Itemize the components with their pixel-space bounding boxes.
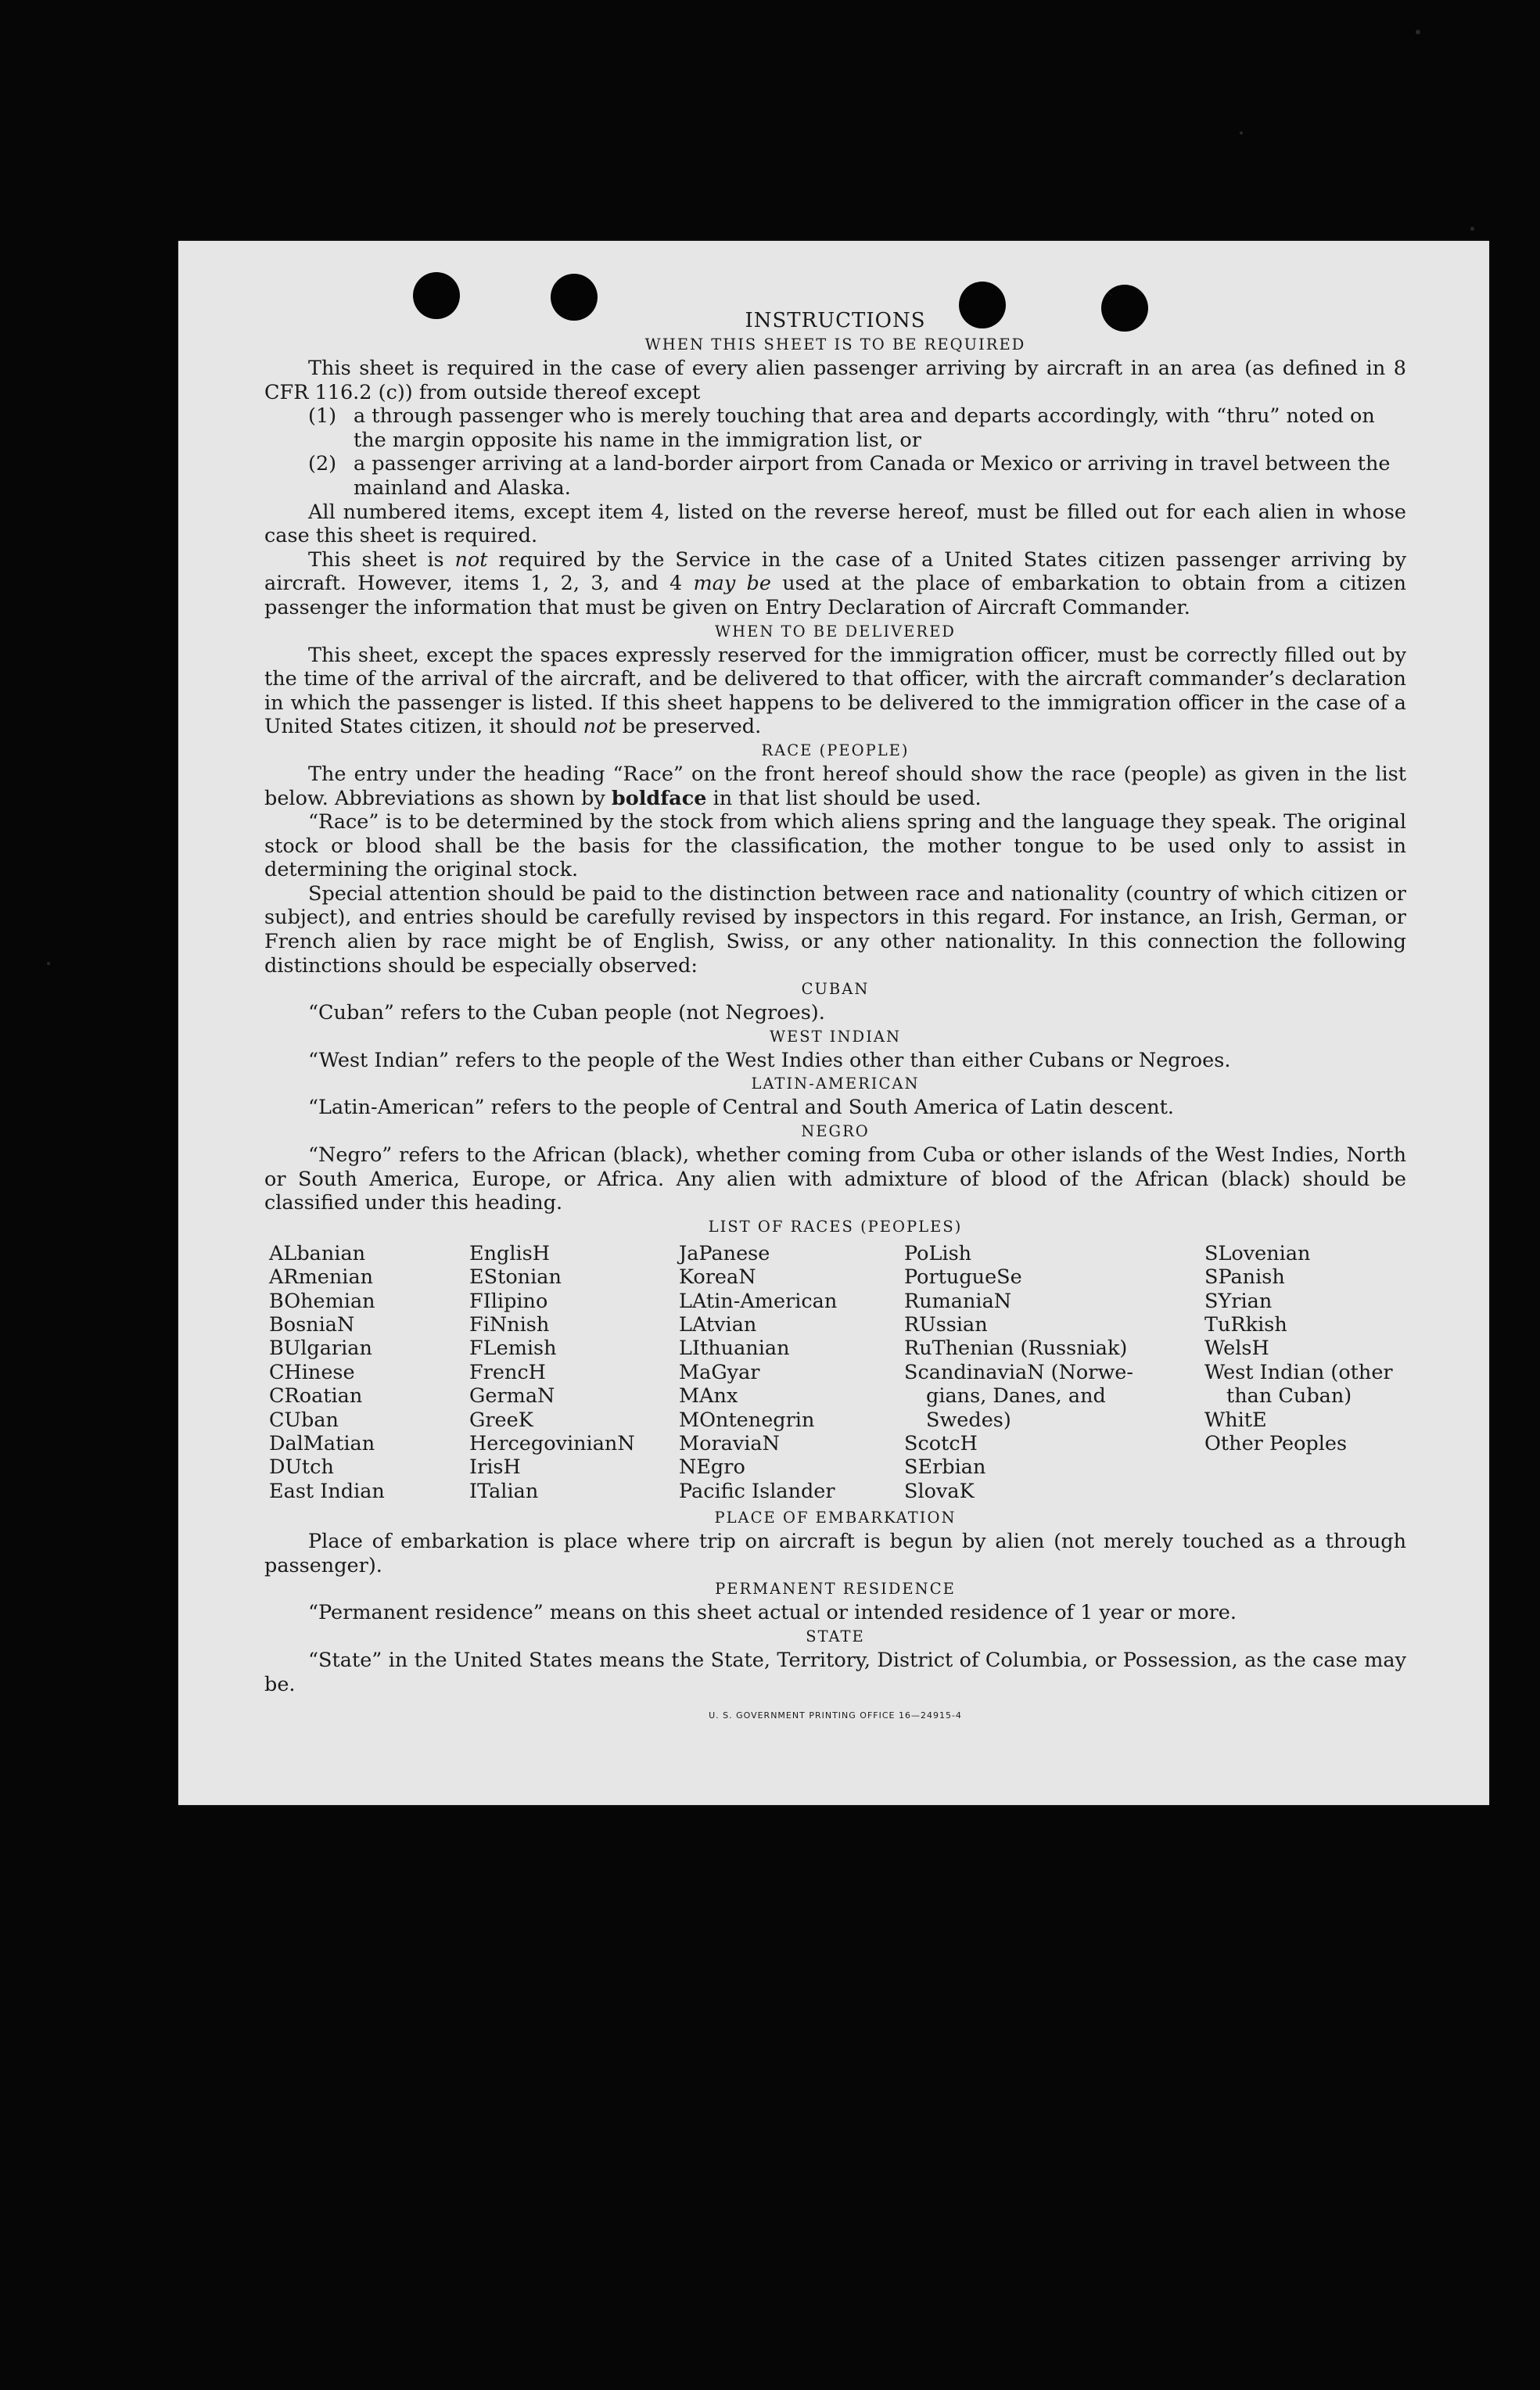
race-entry: BUlgarian [269, 1337, 372, 1361]
film-speck [1416, 30, 1420, 34]
race-entry: BOhemian [269, 1289, 375, 1313]
text-run: The entry under the heading “Race” on the front hereof should show the race (people) as given in the list below. Abbreviations as shown by [264, 762, 1406, 810]
race-entry: SYrian [1204, 1289, 1273, 1313]
heading-when-required: WHEN THIS SHEET IS TO BE REQUIRED [644, 336, 1026, 353]
race-entry: CUban [269, 1408, 339, 1432]
races-column-1 [269, 1242, 469, 1503]
race-entry: EnglisH [469, 1241, 550, 1265]
latin-american-definition: “Latin-American” refers to the people of Central and South America of Latin descent. [308, 1096, 1175, 1120]
document-body [264, 303, 1406, 1728]
embarkation-definition: Place of embarkation is place where trip on aircraft is begun by alien (not merely touched as a through passenger). [264, 1530, 1406, 1577]
text-run: required by the Service in the case of a United States citizen passenger arriving by aircraft. However, items 1, 2, 3, and 4 [264, 547, 1407, 596]
races-column-2 [469, 1242, 679, 1503]
emphasis-not: not [454, 547, 488, 572]
race-entry: CRoatian [269, 1384, 363, 1409]
races-list [269, 1242, 1406, 1503]
race-entry: MoraviaN [679, 1432, 780, 1456]
item-text: a through passenger who is merely touching that area and departs accordingly, with “thru” noted on the margin opposite his name in the immigration list, or [354, 404, 1375, 452]
exception-item-2 [264, 452, 1406, 500]
emphasis-boldface: boldface [611, 786, 707, 810]
race-entry: LIthuanian [679, 1337, 790, 1361]
exception-item-1 [264, 404, 1406, 452]
text-run: This sheet is [308, 547, 455, 572]
document-title: INSTRUCTIONS [745, 309, 926, 332]
citizen-paragraph [264, 548, 1406, 620]
race-entry: IrisH [469, 1455, 521, 1480]
negro-definition: “Negro” refers to the African (black), whether coming from Cuba or other islands of the West Indies, North or South America, Europe, or Africa. Any alien with admixture of blood of the African (black) should be classified under this heading. [264, 1143, 1406, 1215]
race-entry: ITalian [469, 1479, 539, 1503]
heading-race: RACE (PEOPLE) [761, 741, 910, 759]
text-run: in that list should be used. [706, 786, 982, 810]
race-entry: RUssian [904, 1313, 988, 1337]
race-entry: SPanish [1204, 1265, 1285, 1290]
required-intro: This sheet is required in the case of every alien passenger arriving by aircraft in an area (as defined in 8 CFR 116.2 (c)) from outside thereof except [264, 357, 1406, 404]
race-entry: TuRkish [1204, 1313, 1287, 1337]
race-paragraph-2: “Race” is to be determined by the stock from which aliens spring and the language they speak. The original stock or blood shall be the basis for the classification, the mother tongue to be used only to assist in determining the original stock. [264, 810, 1406, 882]
race-entry: CHinese [269, 1360, 355, 1384]
race-entry: LAtvian [679, 1313, 757, 1337]
race-entry: East Indian [269, 1479, 385, 1503]
emphasis-not: not [583, 715, 616, 739]
race-entry: GermaN [469, 1384, 555, 1409]
instruction-sheet [178, 241, 1489, 1805]
race-paragraph-1 [264, 763, 1406, 810]
race-entry: ScandinaviaN (Norwe- [904, 1360, 1134, 1384]
race-entry: West Indian (other [1204, 1360, 1393, 1384]
race-entry: SErbian [904, 1455, 986, 1480]
heading-cuban: CUBAN [801, 980, 870, 999]
races-column-5 [1204, 1242, 1411, 1503]
item-number: (2) [308, 452, 337, 476]
film-speck [1240, 131, 1243, 135]
heading-latin-american: LATIN-AMERICAN [751, 1075, 920, 1093]
numbered-items-paragraph: All numbered items, except item 4, listed on the reverse hereof, must be filled out for each alien in whose case this sheet is required. [264, 500, 1406, 548]
printing-office-footer: U. S. GOVERNMENT PRINTING OFFICE 16—24915-4 [709, 1710, 962, 1721]
heading-state: STATE [806, 1627, 865, 1646]
residence-definition: “Permanent residence” means on this sheet actual or intended residence of 1 year or more. [308, 1601, 1237, 1625]
state-definition: “State” in the United States means the State, Territory, District of Columbia, or Possession, as the case may be. [264, 1649, 1406, 1696]
race-entry: NEgro [679, 1455, 745, 1480]
film-speck [1470, 227, 1474, 231]
heading-permanent-residence: PERMANENT RESIDENCE [715, 1580, 956, 1599]
race-entry: FIlipino [469, 1289, 548, 1313]
race-entry: MaGyar [679, 1360, 760, 1384]
delivered-paragraph [264, 644, 1406, 739]
race-entry: ScotcH [904, 1432, 978, 1456]
heading-negro: NEGRO [801, 1122, 870, 1141]
race-entry: RuThenian (Russniak) [904, 1337, 1128, 1361]
race-entry: FiNnish [469, 1313, 550, 1337]
races-column-4 [904, 1242, 1204, 1503]
race-entry: LAtin-American [679, 1289, 838, 1313]
item-text: a passenger arriving at a land-border airport from Canada or Mexico or arriving in travel between the mainland and Alaska. [354, 452, 1391, 500]
race-entry: WelsH [1204, 1337, 1269, 1361]
text-run: be preserved. [616, 715, 762, 739]
race-entry: SLovenian [1204, 1241, 1311, 1265]
race-entry: JaPanese [679, 1241, 770, 1265]
races-column-3 [679, 1242, 904, 1503]
race-entry: FrencH [469, 1360, 546, 1384]
race-entry: ARmenian [269, 1265, 374, 1290]
race-entry: RumaniaN [904, 1289, 1012, 1313]
heading-list-of-races: LIST OF RACES (PEOPLES) [708, 1217, 963, 1236]
text-run: This sheet, except the spaces expressly reserved for the immigration officer, must be correctly filled out by the time of the arrival of the aircraft, and be delivered to that officer, with the aircraft commander’s declaration in which the passenger is listed. If this sheet happens to be delivered to the immigration officer in the case of a United States citizen, it should [264, 643, 1406, 739]
race-entry: SlovaK [904, 1479, 975, 1503]
race-entry-continuation: than Cuban) [1226, 1384, 1352, 1409]
race-entry: MAnx [679, 1384, 738, 1409]
race-entry: DalMatian [269, 1432, 375, 1456]
text-run: used at the place of embarkation to obtain from a citizen passenger the information that must be given on Entry Declaration of Aircraft Commander. [264, 572, 1407, 619]
race-entry-continuation: Swedes) [926, 1408, 1011, 1432]
race-entry: PoLish [904, 1241, 972, 1265]
race-entry: FLemish [469, 1337, 557, 1361]
west-indian-definition: “West Indian” refers to the people of the West Indies other than either Cubans or Negroes. [308, 1048, 1231, 1072]
cuban-definition: “Cuban” refers to the Cuban people (not Negroes). [308, 1001, 825, 1025]
emphasis-may-be: may be [693, 572, 771, 596]
film-speck [47, 962, 50, 965]
race-paragraph-3: Special attention should be paid to the distinction between race and nationality (country of which citizen or subject), and entries should be carefully revised by inspectors in this regard. For instance, an Irish, German, or French alien by race might be of English, Swiss, or any other nationality. In this connection the following distinctions should be especially observed: [264, 881, 1406, 978]
race-entry: EStonian [469, 1265, 562, 1290]
race-entry: MOntenegrin [679, 1408, 815, 1432]
race-entry: Pacific Islander [679, 1479, 835, 1503]
race-entry: ALbanian [269, 1241, 366, 1265]
race-entry: BosniaN [269, 1313, 355, 1337]
race-entry: KoreaN [679, 1265, 756, 1290]
heading-west-indian: WEST INDIAN [769, 1027, 902, 1046]
race-entry: DUtch [269, 1455, 334, 1480]
race-entry: PortugueSe [904, 1265, 1022, 1290]
item-number: (1) [308, 404, 337, 429]
race-entry: WhitE [1204, 1408, 1267, 1432]
heading-place-of-embarkation: PLACE OF EMBARKATION [714, 1509, 957, 1527]
heading-when-delivered: WHEN TO BE DELIVERED [715, 622, 956, 641]
race-entry: Other Peoples [1204, 1432, 1348, 1456]
race-entry: HercegovinianN [469, 1432, 635, 1456]
race-entry-continuation: gians, Danes, and [926, 1384, 1106, 1409]
race-entry: GreeK [469, 1408, 533, 1432]
